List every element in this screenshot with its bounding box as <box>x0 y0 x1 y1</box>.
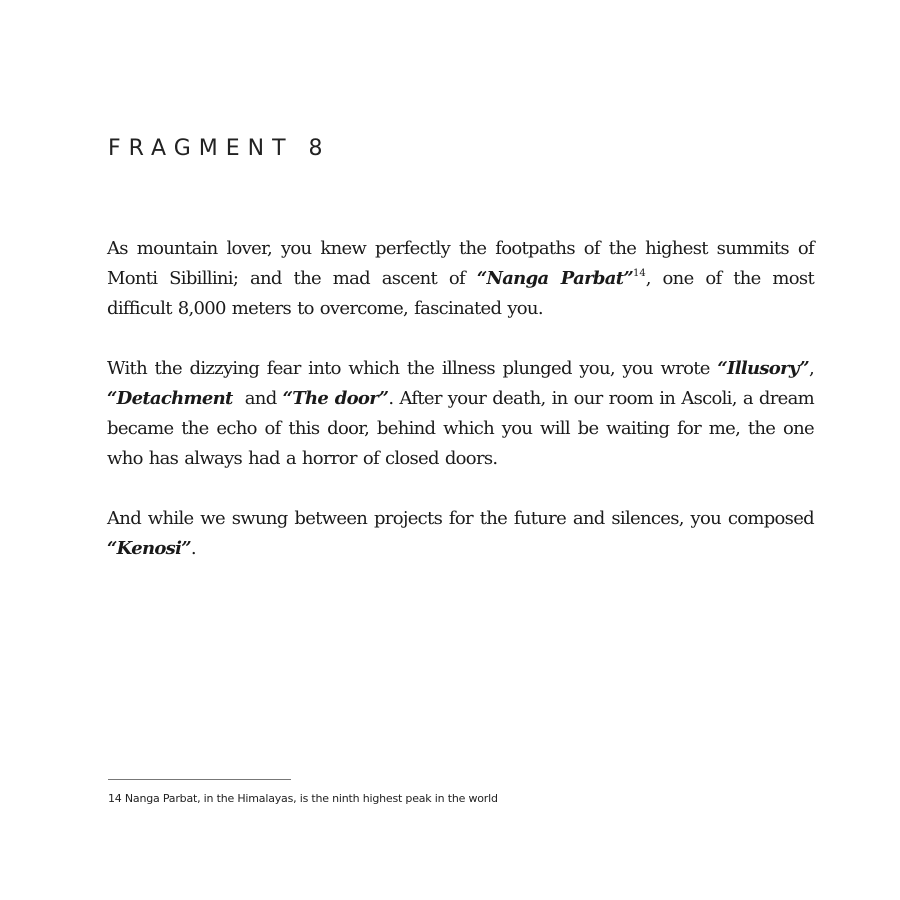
footnote-reference: 14 <box>632 268 646 279</box>
paragraph-2 <box>107 354 814 474</box>
body-text <box>107 234 814 564</box>
conjunction-text: and <box>232 388 283 409</box>
paragraph-3-text-end: . <box>190 538 196 559</box>
paragraph-1-text-end: , one of the most difficult 8,000 meters to overcome, fascinated you. <box>107 268 814 319</box>
paragraph-1 <box>107 234 814 324</box>
paragraph-2-text-end: . After your death, in our room in Ascoli, a dream became the echo of this door, behind which you will be waiting for me, the one who has always had a horror of closed doors. <box>107 388 815 469</box>
paragraph-2-text: With the dizzying fear into which the illness plunged you, you wrote <box>107 358 718 379</box>
footnote: 14 Nanga Parbat, in the Himalayas, is the ninth highest peak in the world <box>108 792 498 805</box>
page-title: FRAGMENT 8 <box>108 136 331 161</box>
poem-title-nanga-parbat: “Nanga Parbat” <box>476 268 633 289</box>
paragraph-3 <box>107 504 814 564</box>
poem-title-kenosi: “Kenosi” <box>107 538 191 559</box>
paragraph-3-text: And while we swung between projects for the future and silences, you composed <box>107 508 814 529</box>
poem-title-the-door: “The door” <box>282 388 389 409</box>
separator-text: , <box>808 358 814 379</box>
poem-title-illusory: “Illusory” <box>717 358 809 379</box>
poem-title-detachment: “Detachment <box>107 388 233 409</box>
footnote-divider <box>108 779 291 780</box>
paragraph-1-text: As mountain lover, you knew perfectly the footpaths of the highest summits of Monti Sibillini; and the mad ascent of <box>107 238 814 289</box>
